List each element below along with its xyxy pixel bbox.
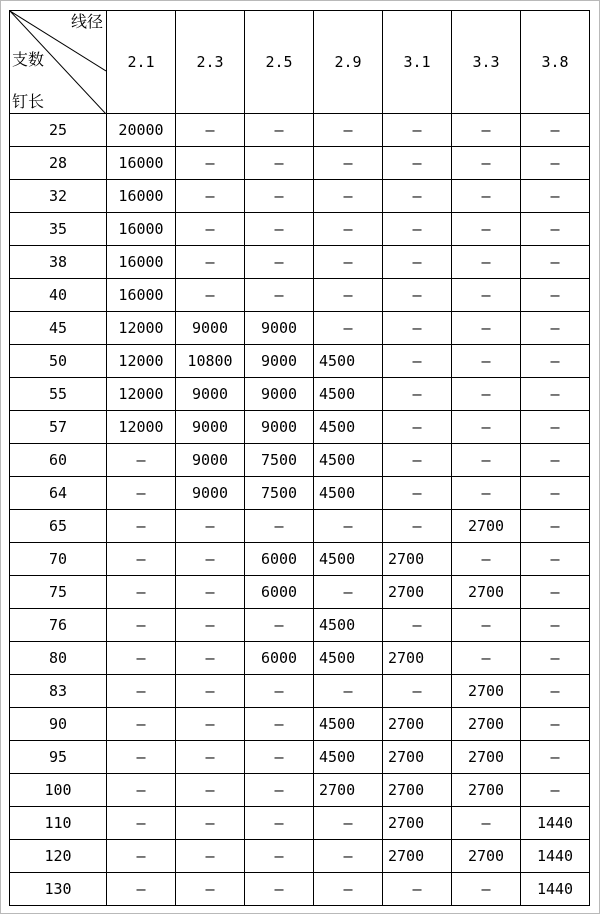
table-row <box>10 840 590 873</box>
table-row <box>10 444 590 477</box>
count-cell: 9000 <box>245 312 314 345</box>
count-cell: – <box>521 345 590 378</box>
count-cell: – <box>452 444 521 477</box>
count-cell: 2700 <box>452 510 521 543</box>
count-cell: – <box>521 312 590 345</box>
count-cell: 2700 <box>383 840 452 873</box>
count-cell: – <box>245 510 314 543</box>
diameter-header: 2.1 <box>107 11 176 114</box>
table-row <box>10 378 590 411</box>
count-cell: – <box>383 477 452 510</box>
count-cell: – <box>452 411 521 444</box>
count-cell: – <box>176 774 245 807</box>
count-cell: – <box>107 807 176 840</box>
count-cell: 2700 <box>452 675 521 708</box>
count-cell: – <box>314 510 383 543</box>
nail-length-cell: 45 <box>10 312 107 345</box>
count-cell: – <box>383 114 452 147</box>
nail-length-cell: 75 <box>10 576 107 609</box>
count-cell: 1440 <box>521 840 590 873</box>
count-cell: 1440 <box>521 873 590 906</box>
count-cell: 16000 <box>107 180 176 213</box>
count-cell: 4500 <box>314 708 383 741</box>
table-row <box>10 576 590 609</box>
count-cell: 2700 <box>383 576 452 609</box>
count-cell: – <box>383 246 452 279</box>
nail-length-cell: 130 <box>10 873 107 906</box>
count-cell: – <box>176 114 245 147</box>
count-cell: – <box>521 411 590 444</box>
count-cell: 9000 <box>245 411 314 444</box>
nail-length-cell: 80 <box>10 642 107 675</box>
count-cell: – <box>176 840 245 873</box>
nail-length-cell: 76 <box>10 609 107 642</box>
nail-length-cell: 110 <box>10 807 107 840</box>
table-row <box>10 114 590 147</box>
count-cell: – <box>383 279 452 312</box>
count-cell: – <box>314 279 383 312</box>
count-cell: 12000 <box>107 411 176 444</box>
nail-length-cell: 65 <box>10 510 107 543</box>
count-cell: – <box>521 708 590 741</box>
count-cell: 2700 <box>452 741 521 774</box>
count-cell: – <box>521 543 590 576</box>
count-cell: – <box>176 180 245 213</box>
header-row <box>10 11 590 114</box>
count-cell: 4500 <box>314 642 383 675</box>
count-cell: – <box>176 873 245 906</box>
count-cell: – <box>107 609 176 642</box>
count-cell: 10800 <box>176 345 245 378</box>
count-cell: 4500 <box>314 411 383 444</box>
count-cell: 9000 <box>245 345 314 378</box>
table-row <box>10 807 590 840</box>
count-cell: – <box>107 543 176 576</box>
count-cell: – <box>245 873 314 906</box>
count-cell: 4500 <box>314 477 383 510</box>
count-cell: – <box>107 774 176 807</box>
count-cell: – <box>107 873 176 906</box>
count-cell: – <box>452 246 521 279</box>
count-cell: – <box>176 609 245 642</box>
count-cell: 2700 <box>383 708 452 741</box>
count-cell: – <box>245 609 314 642</box>
nail-length-cell: 64 <box>10 477 107 510</box>
diameter-header: 3.3 <box>452 11 521 114</box>
table-row <box>10 411 590 444</box>
count-cell: – <box>107 444 176 477</box>
count-cell: 4500 <box>314 543 383 576</box>
nail-length-cell: 60 <box>10 444 107 477</box>
count-cell: 16000 <box>107 147 176 180</box>
nail-count-table <box>9 10 590 906</box>
count-cell: – <box>383 147 452 180</box>
wire-diameter-label: 线径 <box>70 12 103 31</box>
table-body <box>10 114 590 906</box>
count-cell: 7500 <box>245 444 314 477</box>
count-cell: – <box>383 873 452 906</box>
count-cell: – <box>176 741 245 774</box>
nail-length-cell: 95 <box>10 741 107 774</box>
table-row <box>10 213 590 246</box>
count-cell: – <box>383 180 452 213</box>
count-cell: – <box>245 246 314 279</box>
count-cell: 12000 <box>107 378 176 411</box>
table-row <box>10 774 590 807</box>
count-cell: – <box>521 576 590 609</box>
count-cell: – <box>452 147 521 180</box>
count-cell: – <box>521 642 590 675</box>
nail-length-cell: 25 <box>10 114 107 147</box>
count-cell: – <box>107 576 176 609</box>
count-cell: – <box>314 114 383 147</box>
count-cell: 12000 <box>107 312 176 345</box>
count-cell: – <box>107 708 176 741</box>
count-cell: 2700 <box>452 774 521 807</box>
count-cell: 9000 <box>176 378 245 411</box>
table-row <box>10 312 590 345</box>
count-cell: – <box>176 510 245 543</box>
count-cell: – <box>245 774 314 807</box>
count-cell: – <box>452 642 521 675</box>
table-row <box>10 543 590 576</box>
table-row <box>10 675 590 708</box>
count-cell: 4500 <box>314 444 383 477</box>
count-cell: 9000 <box>176 477 245 510</box>
count-cell: – <box>245 840 314 873</box>
count-cell: – <box>521 378 590 411</box>
count-cell: 12000 <box>107 345 176 378</box>
count-cell: – <box>521 477 590 510</box>
count-cell: – <box>452 609 521 642</box>
count-cell: – <box>107 675 176 708</box>
count-cell: – <box>314 840 383 873</box>
table-row <box>10 345 590 378</box>
count-cell: 16000 <box>107 213 176 246</box>
count-cell: 20000 <box>107 114 176 147</box>
count-cell: – <box>452 312 521 345</box>
count-cell: – <box>176 675 245 708</box>
count-cell: 2700 <box>452 708 521 741</box>
count-cell: – <box>521 180 590 213</box>
count-cell: – <box>383 312 452 345</box>
count-cell: – <box>245 708 314 741</box>
table-row <box>10 609 590 642</box>
count-cell: – <box>245 675 314 708</box>
count-cell: – <box>314 246 383 279</box>
diameter-header: 2.5 <box>245 11 314 114</box>
count-cell: 2700 <box>452 576 521 609</box>
nail-length-cell: 28 <box>10 147 107 180</box>
table-row <box>10 477 590 510</box>
count-cell: – <box>452 807 521 840</box>
nail-length-cell: 35 <box>10 213 107 246</box>
table-row <box>10 741 590 774</box>
nail-length-cell: 38 <box>10 246 107 279</box>
count-cell: – <box>245 741 314 774</box>
count-cell: – <box>452 477 521 510</box>
count-cell: – <box>521 114 590 147</box>
count-cell: – <box>245 279 314 312</box>
count-cell: – <box>314 873 383 906</box>
count-cell: – <box>452 213 521 246</box>
count-cell: 16000 <box>107 279 176 312</box>
count-cell: – <box>452 378 521 411</box>
nail-length-cell: 70 <box>10 543 107 576</box>
count-cell: 6000 <box>245 543 314 576</box>
count-cell: 4500 <box>314 378 383 411</box>
count-cell: – <box>521 741 590 774</box>
count-cell: 2700 <box>314 774 383 807</box>
count-label: 支数 <box>12 50 45 69</box>
table-row <box>10 147 590 180</box>
count-cell: 2700 <box>383 774 452 807</box>
diameter-header: 2.3 <box>176 11 245 114</box>
count-cell: – <box>245 180 314 213</box>
count-cell: – <box>314 180 383 213</box>
count-cell: – <box>383 345 452 378</box>
count-cell: – <box>452 180 521 213</box>
count-cell: – <box>176 147 245 180</box>
count-cell: – <box>452 543 521 576</box>
count-cell: 4500 <box>314 345 383 378</box>
count-cell: – <box>176 543 245 576</box>
count-cell: – <box>521 609 590 642</box>
count-cell: – <box>521 246 590 279</box>
nail-length-cell: 55 <box>10 378 107 411</box>
count-cell: – <box>314 312 383 345</box>
count-cell: – <box>107 477 176 510</box>
count-cell: – <box>107 510 176 543</box>
count-cell: – <box>521 774 590 807</box>
nail-length-label: 钉长 <box>12 92 45 111</box>
nail-length-cell: 40 <box>10 279 107 312</box>
count-cell: 9000 <box>245 378 314 411</box>
count-cell: – <box>245 147 314 180</box>
count-cell: – <box>383 609 452 642</box>
nail-length-cell: 90 <box>10 708 107 741</box>
count-cell: 2700 <box>383 807 452 840</box>
count-cell: – <box>107 741 176 774</box>
count-cell: – <box>521 510 590 543</box>
count-cell: 2700 <box>452 840 521 873</box>
count-cell: 9000 <box>176 312 245 345</box>
count-cell: – <box>176 807 245 840</box>
table-row <box>10 873 590 906</box>
count-cell: 4500 <box>314 609 383 642</box>
count-cell: – <box>383 510 452 543</box>
count-cell: – <box>245 114 314 147</box>
count-cell: – <box>176 213 245 246</box>
table-row <box>10 279 590 312</box>
count-cell: 16000 <box>107 246 176 279</box>
count-cell: – <box>176 279 245 312</box>
table-row <box>10 510 590 543</box>
count-cell: – <box>314 576 383 609</box>
nail-length-cell: 120 <box>10 840 107 873</box>
count-cell: – <box>383 411 452 444</box>
count-cell: – <box>521 213 590 246</box>
count-cell: 6000 <box>245 642 314 675</box>
diagonal-header-cell <box>10 11 107 114</box>
count-cell: – <box>452 345 521 378</box>
count-cell: – <box>314 807 383 840</box>
count-cell: – <box>521 147 590 180</box>
count-cell: – <box>314 147 383 180</box>
count-cell: – <box>245 213 314 246</box>
nail-length-cell: 57 <box>10 411 107 444</box>
count-cell: 2700 <box>383 642 452 675</box>
count-cell: – <box>521 279 590 312</box>
nail-length-cell: 100 <box>10 774 107 807</box>
table-row <box>10 708 590 741</box>
count-cell: – <box>314 213 383 246</box>
diameter-header: 3.8 <box>521 11 590 114</box>
count-cell: – <box>176 708 245 741</box>
count-cell: – <box>452 873 521 906</box>
count-cell: – <box>521 444 590 477</box>
count-cell: – <box>176 576 245 609</box>
count-cell: – <box>107 840 176 873</box>
count-cell: 7500 <box>245 477 314 510</box>
diameter-header: 3.1 <box>383 11 452 114</box>
nail-length-cell: 50 <box>10 345 107 378</box>
count-cell: 9000 <box>176 444 245 477</box>
count-cell: – <box>314 675 383 708</box>
count-cell: 6000 <box>245 576 314 609</box>
nail-length-cell: 83 <box>10 675 107 708</box>
count-cell: 1440 <box>521 807 590 840</box>
count-cell: – <box>383 675 452 708</box>
count-cell: – <box>452 279 521 312</box>
count-cell: – <box>107 642 176 675</box>
table-row <box>10 246 590 279</box>
count-cell: 9000 <box>176 411 245 444</box>
count-cell: – <box>383 444 452 477</box>
table-row <box>10 180 590 213</box>
diameter-header: 2.9 <box>314 11 383 114</box>
count-cell: – <box>245 807 314 840</box>
count-cell: – <box>383 213 452 246</box>
count-cell: 4500 <box>314 741 383 774</box>
count-cell: – <box>452 114 521 147</box>
count-cell: – <box>176 246 245 279</box>
count-cell: – <box>383 378 452 411</box>
count-cell: 2700 <box>383 741 452 774</box>
count-cell: – <box>176 642 245 675</box>
count-cell: – <box>521 675 590 708</box>
table-row <box>10 642 590 675</box>
nail-length-cell: 32 <box>10 180 107 213</box>
count-cell: 2700 <box>383 543 452 576</box>
